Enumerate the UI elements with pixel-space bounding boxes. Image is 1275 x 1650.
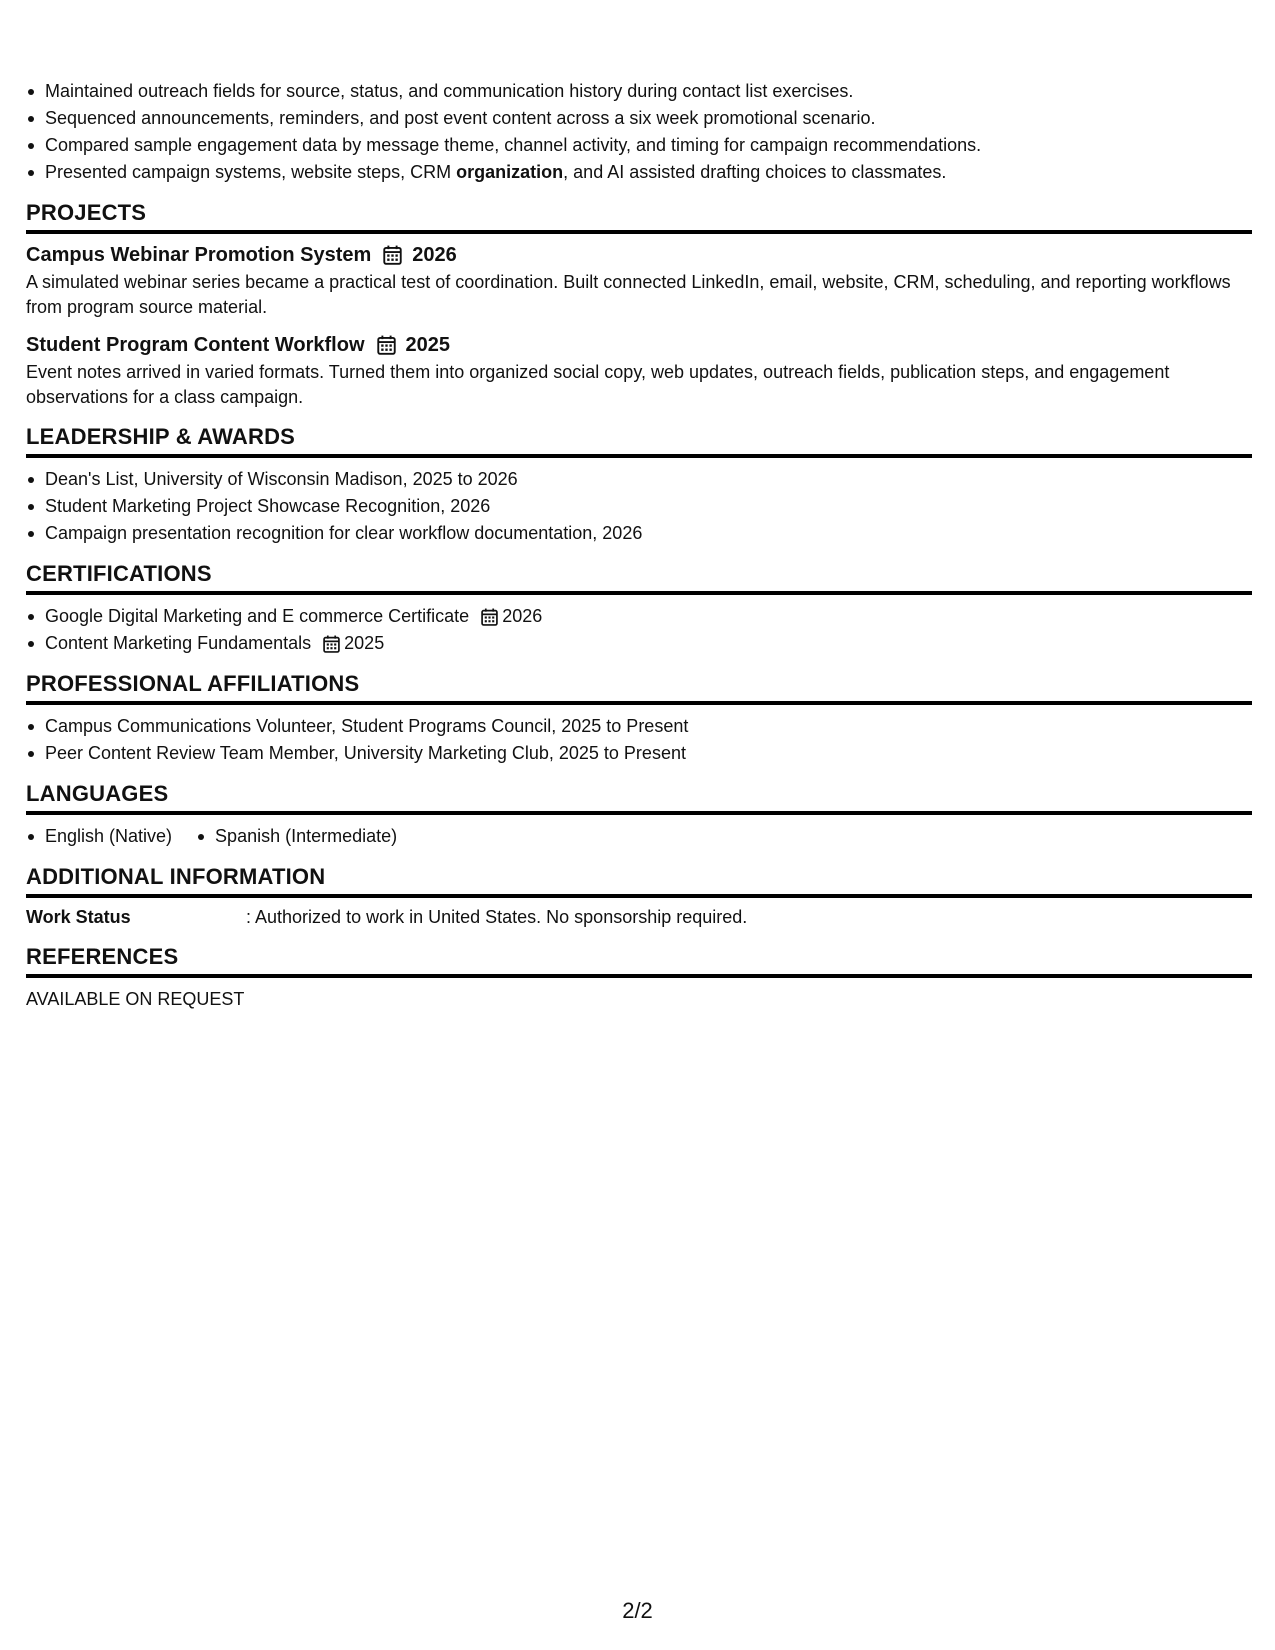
section-heading-leadership: LEADERSHIP & AWARDS <box>26 424 1252 458</box>
project-entry <box>26 242 1252 320</box>
certification-year: 2026 <box>502 606 543 626</box>
experience-bullets <box>26 78 1252 186</box>
list-item: Peer Content Review Team Member, University Marketing Club, 2025 to Present <box>26 740 1252 767</box>
certification-name: Google Digital Marketing and E commerce Certificate <box>45 606 470 626</box>
project-title-row <box>26 242 1252 268</box>
list-item: Spanish (Intermediate) <box>196 823 397 850</box>
certification-name: Content Marketing Fundamentals <box>45 633 312 653</box>
certifications-list <box>26 603 1252 657</box>
list-item <box>26 630 1252 657</box>
project-description: Event notes arrived in varied formats. Turned them into organized social copy, web updates, outreach fields, publication steps, and engagement observations for a class campaign. <box>26 362 1170 407</box>
calendar-icon <box>383 245 402 265</box>
list-item: Maintained outreach fields for source, status, and communication history during contact list exercises. <box>26 78 1252 105</box>
section-heading-references: REFERENCES <box>26 944 1252 978</box>
certification-year: 2025 <box>344 633 385 653</box>
calendar-icon <box>377 335 396 355</box>
work-status-row <box>26 904 1252 930</box>
project-title: Campus Webinar Promotion System <box>26 244 372 266</box>
calendar-icon <box>481 608 498 626</box>
affiliations-list <box>26 713 1252 767</box>
section-heading-additional-info: ADDITIONAL INFORMATION <box>26 864 1252 898</box>
resume-page <box>26 78 1252 1012</box>
list-item: Student Marketing Project Showcase Recognition, 2026 <box>26 493 1252 520</box>
page-number: 2/2 <box>622 1598 653 1623</box>
section-heading-projects: PROJECTS <box>26 200 1252 234</box>
list-item: Compared sample engagement data by message theme, channel activity, and timing for campaign recommendations. <box>26 132 1252 159</box>
list-item: Campus Communications Volunteer, Student Programs Council, 2025 to Present <box>26 713 1252 740</box>
work-status-value: : Authorized to work in United States. No sponsorship required. <box>246 907 748 927</box>
list-item: Presented campaign systems, website steps, CRM organization, and AI assisted drafting choices to classmates. <box>26 159 1252 186</box>
project-title: Student Program Content Workflow <box>26 334 365 356</box>
list-item: Dean's List, University of Wisconsin Madison, 2025 to 2026 <box>26 466 1252 493</box>
project-description: A simulated webinar series became a practical test of coordination. Built connected LinkedIn, email, website, CRM, scheduling, and reporting workflows from program source material. <box>26 272 1231 317</box>
list-item: Sequenced announcements, reminders, and post event content across a six week promotional scenario. <box>26 105 1252 132</box>
work-status-label: Work Status <box>26 907 131 927</box>
project-title-row <box>26 332 1252 358</box>
project-year: 2025 <box>405 334 451 356</box>
project-entry <box>26 332 1252 410</box>
calendar-icon <box>323 635 340 653</box>
section-heading-certifications: CERTIFICATIONS <box>26 561 1252 595</box>
references-text: AVAILABLE ON REQUEST <box>26 989 245 1009</box>
list-item <box>26 603 1252 630</box>
languages-list <box>26 823 1252 850</box>
section-heading-affiliations: PROFESSIONAL AFFILIATIONS <box>26 671 1252 705</box>
project-year: 2026 <box>412 244 457 266</box>
list-item: English (Native) <box>26 823 172 850</box>
list-item: Campaign presentation recognition for clear workflow documentation, 2026 <box>26 520 1252 547</box>
leadership-list <box>26 466 1252 547</box>
section-heading-languages: LANGUAGES <box>26 781 1252 815</box>
